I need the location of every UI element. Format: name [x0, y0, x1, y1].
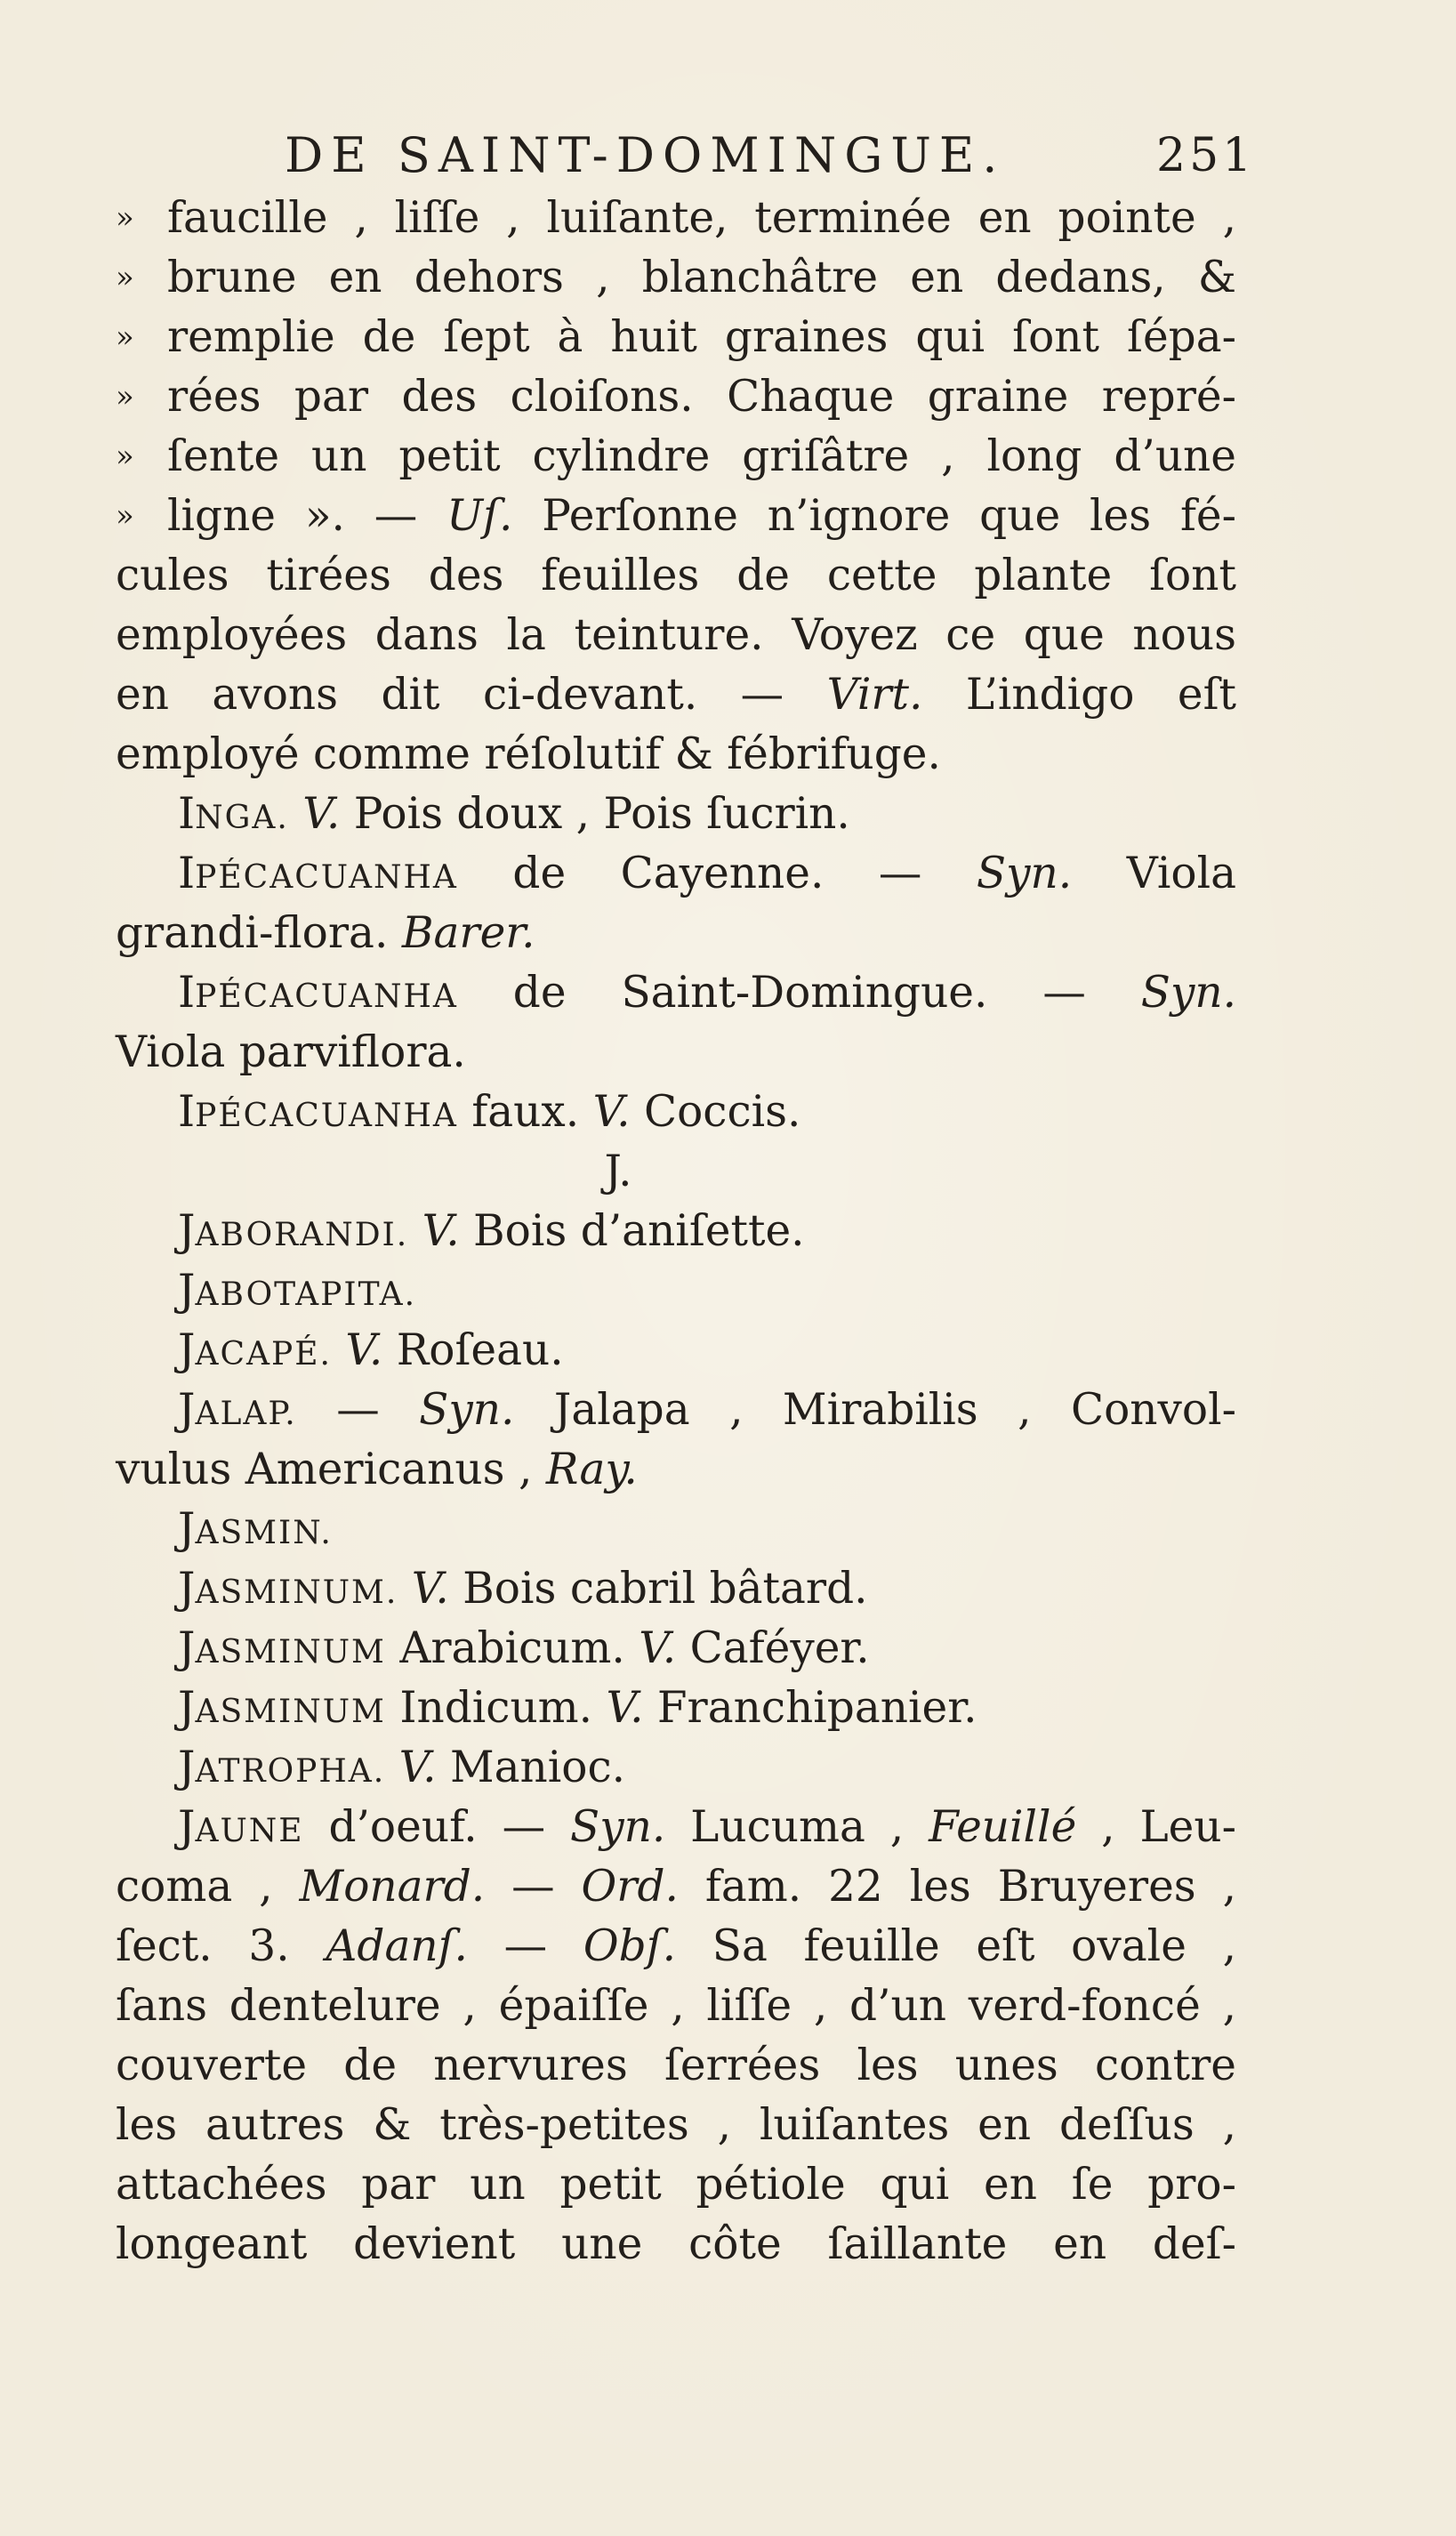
- text-line: » brune en dehors , blanchâtre en dedans, &: [116, 248, 1236, 308]
- page-header: [0, 125, 1456, 196]
- running-head: DE SAINT-DOMINGUE.: [285, 127, 1006, 183]
- text-line: ſect. 3. Adanſ. — Obſ. Sa feuille eſt ovale ,: [116, 1921, 1236, 1971]
- entry-headword: JASMINUM: [178, 1623, 386, 1673]
- entry-jabotapita: [116, 1261, 1236, 1321]
- text-line: couverte de nervures ſerrées les unes contre: [116, 2041, 1236, 2090]
- entry-jasmin: [116, 1500, 1236, 1559]
- text-line: employées dans la teinture. Voyez ce que nous: [116, 610, 1236, 660]
- entry-headword: IPÉCACUANHA: [178, 849, 458, 898]
- text-line: coma , Monard. — Ord. fam. 22 les Bruyeres ,: [116, 1862, 1236, 1912]
- entry-headword: JALAP.: [178, 1385, 297, 1435]
- quote-mark: »: [116, 379, 134, 415]
- entry-jaune-doeuf: JAUNE d’oeuf. — Syn. Lucuma , Feuillé , Leu-: [178, 1802, 1237, 1852]
- text-line: vulus Americanus , Ray.: [116, 1445, 638, 1494]
- text-line: attachées par un petit pétiole qui en ſe pro-: [116, 2160, 1236, 2210]
- entry-headword: JACAPÉ.: [178, 1325, 332, 1375]
- section-letter: J.: [604, 1147, 632, 1196]
- text-line: longeant devient une côte ſaillante en deſ-: [116, 2219, 1236, 2269]
- entry-headword: JASMINUM: [178, 1683, 386, 1733]
- text-line: » faucille , liſſe , luiſante, terminée en pointe ,: [116, 189, 1236, 248]
- text-line: grandi-flora. Barer.: [116, 908, 535, 958]
- entry-jasminum-indicum: JASMINUM Indicum. V. Franchipanier.: [178, 1683, 977, 1733]
- entry-jatropha: JATROPHA. V. Manioc.: [178, 1743, 626, 1792]
- text-line: en avons dit ci-devant. — Virt. L’indigo eſt: [116, 670, 1237, 720]
- page-number: 251: [1156, 129, 1256, 182]
- text-line: ſans dentelure , épaiſſe , liſſe , d’un verd-foncé ,: [116, 1981, 1236, 2031]
- text-line: employé comme réſolutif & fébrifuge.: [116, 729, 941, 779]
- text-line: » ligne ». — Uſ. Perſonne n’ignore que les fé-: [116, 487, 1236, 546]
- entry-headword: JASMINUM.: [178, 1564, 398, 1614]
- text-line: les autres & très-petites , luiſantes en deſſus ,: [116, 2100, 1236, 2150]
- entry-jasminum-arabicum: JASMINUM Arabicum. V. Caféyer.: [178, 1623, 870, 1673]
- quote-mark: »: [116, 200, 134, 236]
- entry-headword: IPÉCACUANHA: [178, 1087, 458, 1137]
- entry-headword: IPÉCACUANHA: [178, 968, 458, 1018]
- entry-ipecacuanha-faux: IPÉCACUANHA faux. V. Coccis.: [178, 1087, 801, 1137]
- text-line: » rées par des cloiſons. Chaque graine repré-: [116, 367, 1236, 427]
- entry-jacape: JACAPÉ. V. Roſeau.: [178, 1325, 564, 1375]
- quote-mark: »: [116, 498, 134, 534]
- entry-headword: JABOTAPITA.: [178, 1266, 417, 1316]
- entry-jalap: JALAP. — Syn. Jalapa , Mirabilis , Convol-: [178, 1385, 1237, 1435]
- entry-ipecacuanha-cayenne: IPÉCACUANHA de Cayenne. — Syn. Viola: [178, 849, 1237, 898]
- entry-jaborandi: JABORANDI. V. Bois d’aniſette.: [178, 1206, 805, 1256]
- entry-headword: JATROPHA.: [178, 1743, 386, 1792]
- quote-mark: »: [116, 260, 134, 295]
- entry-inga: INGA. V. Pois doux , Pois ſucrin.: [178, 789, 850, 839]
- entry-headword: INGA.: [178, 789, 289, 839]
- text-line: » ſente un petit cylindre griſâtre , long d’une: [116, 427, 1236, 487]
- text-line: Viola parviflora.: [116, 1027, 466, 1077]
- entry-jasminum: JASMINUM. V. Bois cabril bâtard.: [178, 1564, 868, 1614]
- text-line: » remplie de ſept à huit graines qui ſont ſépa-: [116, 308, 1236, 367]
- body-text: [116, 189, 1236, 2274]
- entry-headword: JAUNE: [178, 1802, 304, 1852]
- quote-mark: »: [116, 319, 134, 355]
- entry-headword: JABORANDI.: [178, 1206, 409, 1256]
- text-line: cules tirées des feuilles de cette plante ſont: [116, 551, 1236, 600]
- entry-headword: JASMIN.: [178, 1504, 333, 1554]
- entry-ipecacuanha-saint-domingue: IPÉCACUANHA de Saint-Domingue. — Syn.: [178, 968, 1237, 1018]
- quote-mark: »: [116, 439, 134, 474]
